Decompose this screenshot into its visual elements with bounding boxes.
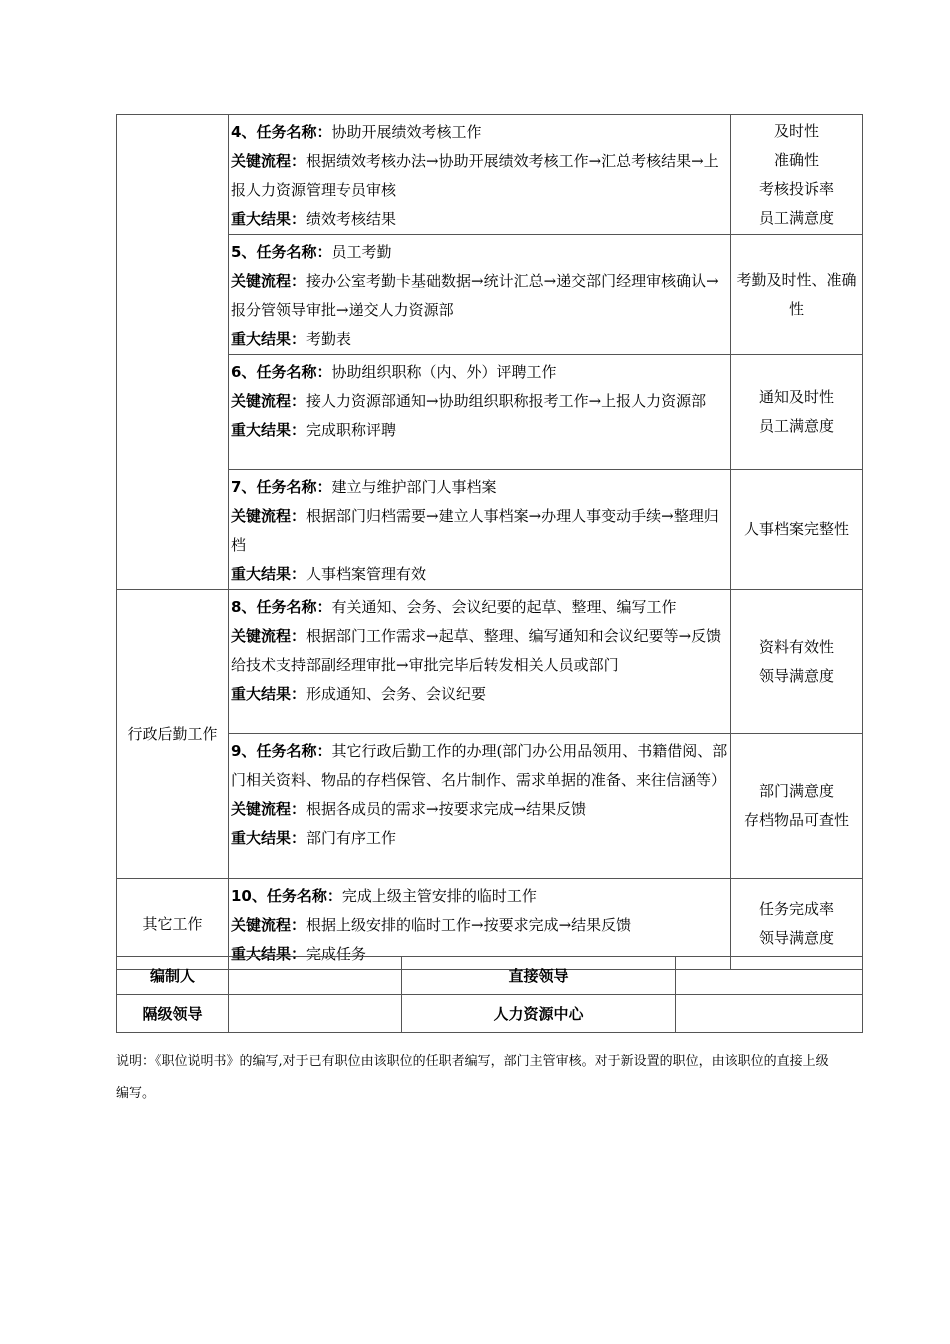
indicator: 通知及时性 xyxy=(758,388,834,406)
key-process-label: 关键流程： xyxy=(231,627,307,645)
task-cell xyxy=(229,590,731,734)
indicator: 任务完成率 xyxy=(758,900,834,918)
key-process: 根据绩效考核办法→协助开展绩效考核工作→汇总考核结果→上报人力资源管理专员审核 xyxy=(231,152,719,199)
task-name: 建立与维护部门人事档案 xyxy=(331,478,497,496)
task-name-label: 任务名称： xyxy=(256,478,332,496)
key-process: 接人力资源部通知→协助组织职称报考工作→上报人力资源部 xyxy=(306,392,707,410)
key-result: 完成职称评聘 xyxy=(306,421,397,439)
key-process-label: 关键流程： xyxy=(231,916,307,934)
hr-center-field[interactable] xyxy=(676,995,863,1033)
key-process-label: 关键流程： xyxy=(231,507,307,525)
task-name-label: 任务名称： xyxy=(256,742,332,760)
indicator: 人事档案完整性 xyxy=(743,520,849,538)
indicator: 存档物品可查性 xyxy=(743,811,849,829)
task-name: 协助开展绩效考核工作 xyxy=(331,123,482,141)
key-result-label: 重大结果： xyxy=(231,945,307,963)
key-process-label: 关键流程： xyxy=(231,272,307,290)
key-result-label: 重大结果： xyxy=(231,829,307,847)
task-number: 10、 xyxy=(231,887,267,905)
key-process-label: 关键流程： xyxy=(231,800,307,818)
indicator: 员工满意度 xyxy=(758,417,834,435)
key-result-label: 重大结果： xyxy=(231,210,307,228)
task-number: 6、 xyxy=(231,363,257,381)
indicator-cell xyxy=(731,590,863,734)
key-result: 绩效考核结果 xyxy=(306,210,397,228)
indicator: 领导满意度 xyxy=(758,666,834,685)
hr-center-label: 人力资源中心 xyxy=(402,995,676,1033)
indicator: 资料有效性 xyxy=(758,637,834,656)
prepared-by-label: 编制人 xyxy=(117,957,229,995)
task-name: 有关通知、会务、会议纪要的起草、整理、编写工作 xyxy=(331,598,677,616)
key-result-label: 重大结果： xyxy=(231,330,307,348)
table-row xyxy=(117,734,863,879)
task-cell xyxy=(229,470,731,590)
task-name-label: 任务名称： xyxy=(256,598,332,616)
key-result-label: 重大结果： xyxy=(231,565,307,583)
task-cell xyxy=(229,734,731,879)
signature-table xyxy=(116,956,863,1033)
key-process-label: 关键流程： xyxy=(231,392,307,410)
key-process: 根据各成员的需求→按要求完成→结果反馈 xyxy=(306,800,587,818)
task-name: 协助组织职称（内、外）评聘工作 xyxy=(331,363,557,381)
key-result: 形成通知、会务、会议纪要 xyxy=(306,685,487,703)
indicator: 员工满意度 xyxy=(758,208,834,227)
table-row xyxy=(117,355,863,470)
key-result: 人事档案管理有效 xyxy=(306,565,427,583)
table-row xyxy=(117,590,863,734)
key-result-label: 重大结果： xyxy=(231,685,307,703)
category-cell-empty xyxy=(117,115,229,590)
category-other: 其它工作 xyxy=(117,879,229,970)
table-row xyxy=(117,470,863,590)
table-row xyxy=(117,115,863,235)
task-name-label: 任务名称： xyxy=(266,887,342,905)
task-name-label: 任务名称： xyxy=(256,123,332,141)
indicator: 考核投诉率 xyxy=(758,179,834,198)
task-name: 完成上级主管安排的临时工作 xyxy=(341,887,537,905)
key-process-label: 关键流程： xyxy=(231,152,307,170)
indicator: 领导满意度 xyxy=(758,929,834,947)
task-name: 其它行政后勤工作的办理(部门办公用品领用、书籍借阅、部门相关资料、物品的存档保管、名片制作、需求单据的准备、来往信涵等） xyxy=(231,742,728,789)
direct-leader-label: 直接领导 xyxy=(402,957,676,995)
indicator: 部门满意度 xyxy=(758,782,834,800)
direct-leader-field[interactable] xyxy=(676,957,863,995)
key-process: 接办公室考勤卡基础数据→统计汇总→递交部门经理审核确认→报分管领导审批→递交人力资源部 xyxy=(231,272,719,319)
task-number: 4、 xyxy=(231,123,257,141)
task-number: 5、 xyxy=(231,243,257,261)
task-name-label: 任务名称： xyxy=(256,243,332,261)
key-result: 完成任务 xyxy=(306,945,367,963)
task-name: 员工考勤 xyxy=(331,243,392,261)
table-row xyxy=(117,957,863,995)
prepared-by-field[interactable] xyxy=(229,957,402,995)
task-number: 8、 xyxy=(231,598,257,616)
table-row xyxy=(117,995,863,1033)
indicator: 及时性 xyxy=(773,121,819,140)
task-number: 9、 xyxy=(231,742,257,760)
skip-leader-field[interactable] xyxy=(229,995,402,1033)
key-result: 考勤表 xyxy=(306,330,352,348)
indicator-cell xyxy=(731,734,863,879)
task-cell xyxy=(229,235,731,355)
task-cell xyxy=(229,115,731,235)
table-row xyxy=(117,235,863,355)
task-name-label: 任务名称： xyxy=(256,363,332,381)
indicator: 准确性 xyxy=(773,150,819,169)
task-number: 7、 xyxy=(231,478,257,496)
task-cell xyxy=(229,355,731,470)
indicator: 考勤及时性、准确性 xyxy=(736,270,857,318)
key-process: 根据部门归档需要→建立人事档案→办理人事变动手续→整理归档 xyxy=(231,507,719,554)
category-admin: 行政后勤工作 xyxy=(117,590,229,879)
key-result-label: 重大结果： xyxy=(231,421,307,439)
indicator-cell xyxy=(731,235,863,355)
skip-leader-label: 隔级领导 xyxy=(117,995,229,1033)
indicator-cell xyxy=(731,470,863,590)
explanatory-note: 说明：《职位说明书》的编写,对于已有职位由该职位的任职者编写，部门主管审核。对于新设置的职位，由该职位的直接上级编写。 xyxy=(116,1054,829,1101)
key-result: 部门有序工作 xyxy=(306,829,397,847)
indicator-cell xyxy=(731,115,863,235)
indicator-cell xyxy=(731,355,863,470)
duty-table xyxy=(116,114,863,970)
key-process: 根据上级安排的临时工作→按要求完成→结果反馈 xyxy=(306,916,632,934)
key-process: 根据部门工作需求→起草、整理、编写通知和会议纪要等→反馈给技术支持部副经理审批→审批完毕后转发相关人员或部门 xyxy=(231,627,722,674)
